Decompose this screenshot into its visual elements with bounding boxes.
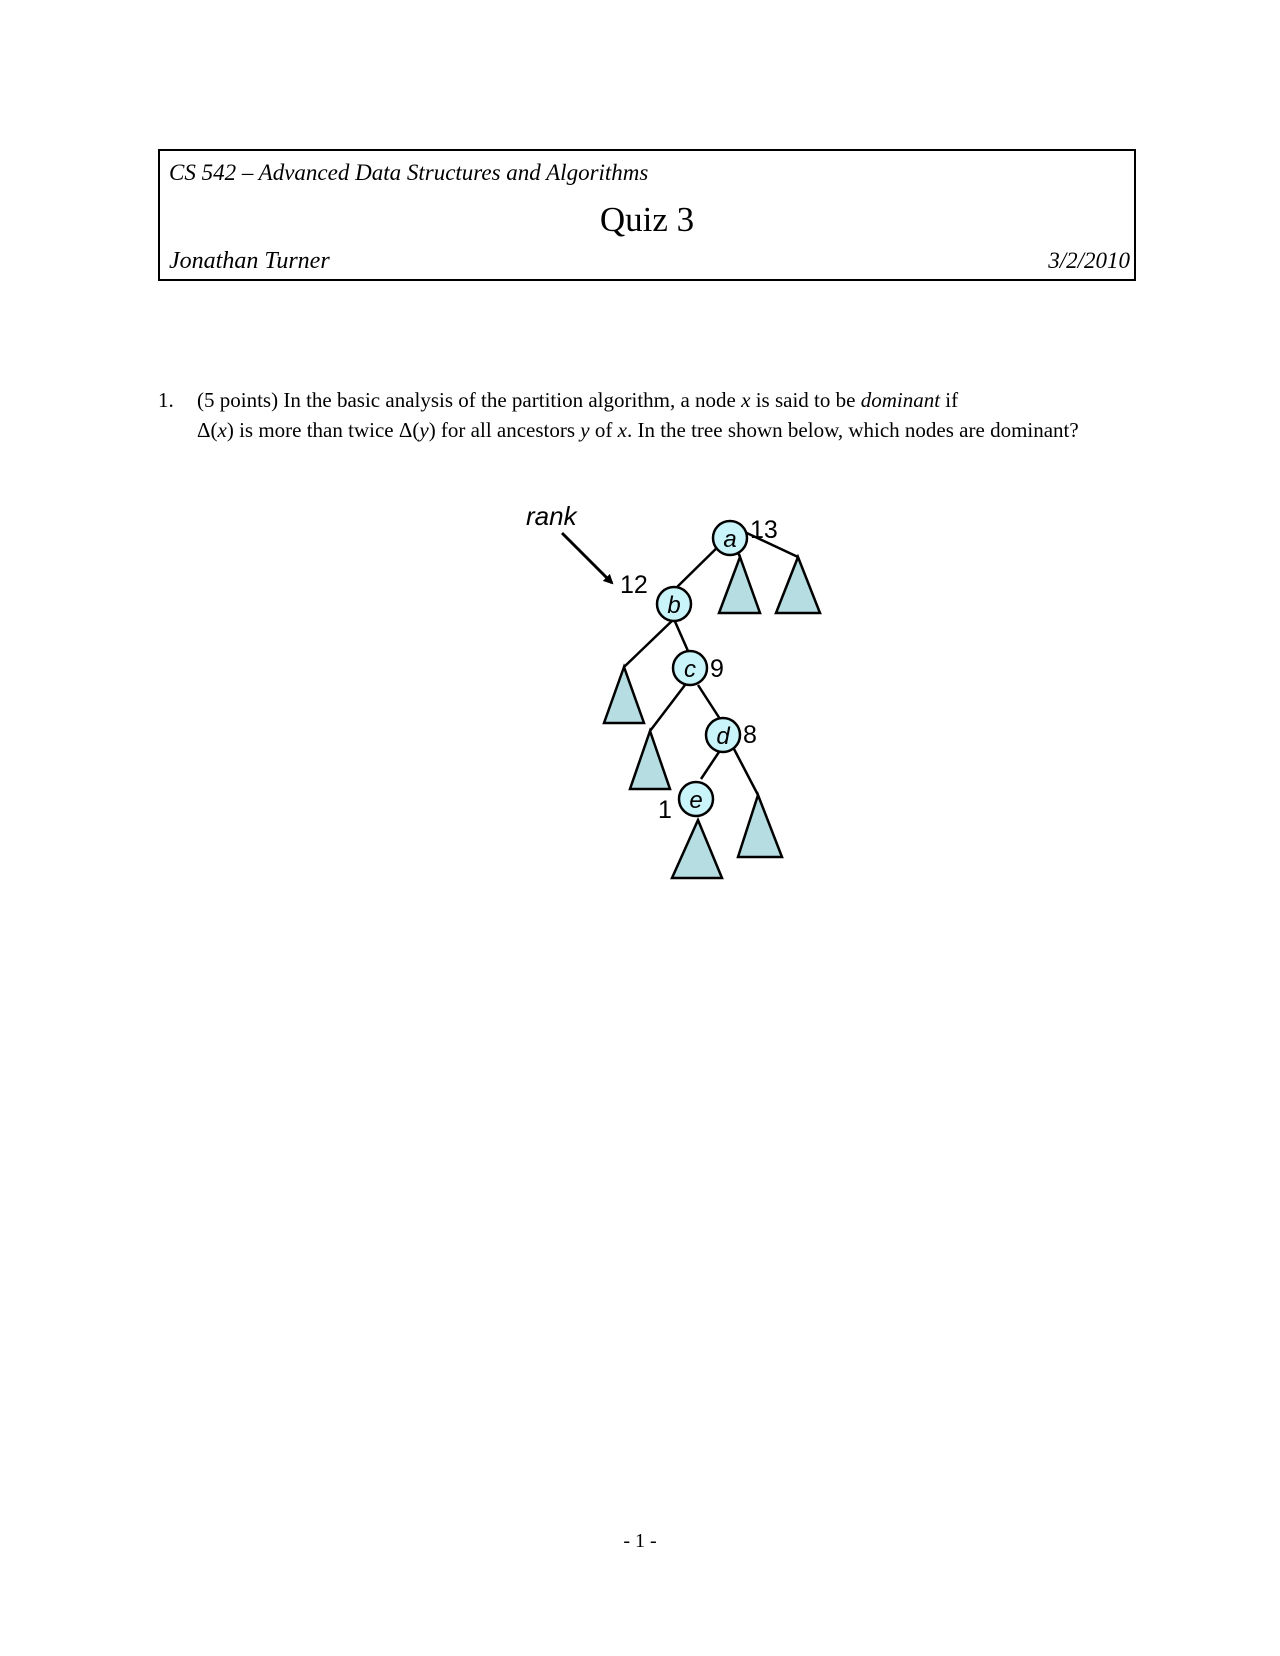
node-label: c xyxy=(684,656,696,683)
variable-x: x xyxy=(217,418,227,442)
node-label: d xyxy=(716,723,730,750)
subtree-triangle xyxy=(604,667,644,723)
subtree-triangle xyxy=(719,557,760,613)
edge-c-subtree xyxy=(650,685,685,731)
question-text-part: is said to be xyxy=(750,388,861,412)
subtree-triangle xyxy=(672,820,722,878)
course-title: CS 542 – Advanced Data Structures and Algorithms xyxy=(169,160,649,185)
question-text-part: of xyxy=(589,418,618,442)
term-dominant: dominant xyxy=(860,388,941,412)
edge-c-d xyxy=(698,685,720,719)
subtree-triangle xyxy=(738,795,782,857)
question-text-part: (5 points) In the basic analysis of the partition algorithm, a node xyxy=(197,388,742,412)
edge-d-e xyxy=(701,749,721,779)
rank-arrow xyxy=(562,533,612,583)
subtree-triangle xyxy=(630,731,670,789)
edge-b-subtree xyxy=(624,618,675,667)
node-rank: 12 xyxy=(620,571,648,599)
variable-x: x xyxy=(741,388,751,412)
variable-x: x xyxy=(617,418,627,442)
tree-node-c xyxy=(673,651,724,685)
node-rank: 9 xyxy=(710,655,724,683)
variable-y: y xyxy=(580,418,590,442)
node-rank: 13 xyxy=(750,516,778,544)
question-text-part: . In the tree shown below, which nodes are dominant? xyxy=(626,418,1079,442)
question-text-part: ) is more than twice Δ( xyxy=(226,418,420,442)
rank-label: rank xyxy=(526,501,577,531)
rank-tree-diagram xyxy=(520,495,840,915)
node-label: a xyxy=(723,526,737,553)
tree-node-b xyxy=(620,571,691,621)
question-number: 1. xyxy=(158,388,174,412)
question-text-part: if xyxy=(940,388,959,412)
question-text-part: ) for all ancestors xyxy=(428,418,581,442)
question-text xyxy=(197,385,1097,445)
quiz-date: 3/2/2010 xyxy=(1048,248,1130,273)
variable-y: y xyxy=(419,418,429,442)
node-label: e xyxy=(689,787,703,814)
edge-d-subtree xyxy=(734,749,758,795)
node-rank: 1 xyxy=(658,796,672,824)
author-name: Jonathan Turner xyxy=(169,248,330,274)
subtree-triangles xyxy=(604,557,820,878)
node-rank: 8 xyxy=(743,721,757,749)
tree-node-d xyxy=(706,718,757,752)
quiz-header-box xyxy=(158,149,1136,281)
tree-node-a xyxy=(713,516,778,555)
subtree-triangle xyxy=(776,557,820,613)
page-number: - 1 - xyxy=(623,1530,657,1552)
node-label: b xyxy=(667,592,681,619)
question-text-part: Δ( xyxy=(197,418,218,442)
quiz-title: Quiz 3 xyxy=(599,200,695,239)
